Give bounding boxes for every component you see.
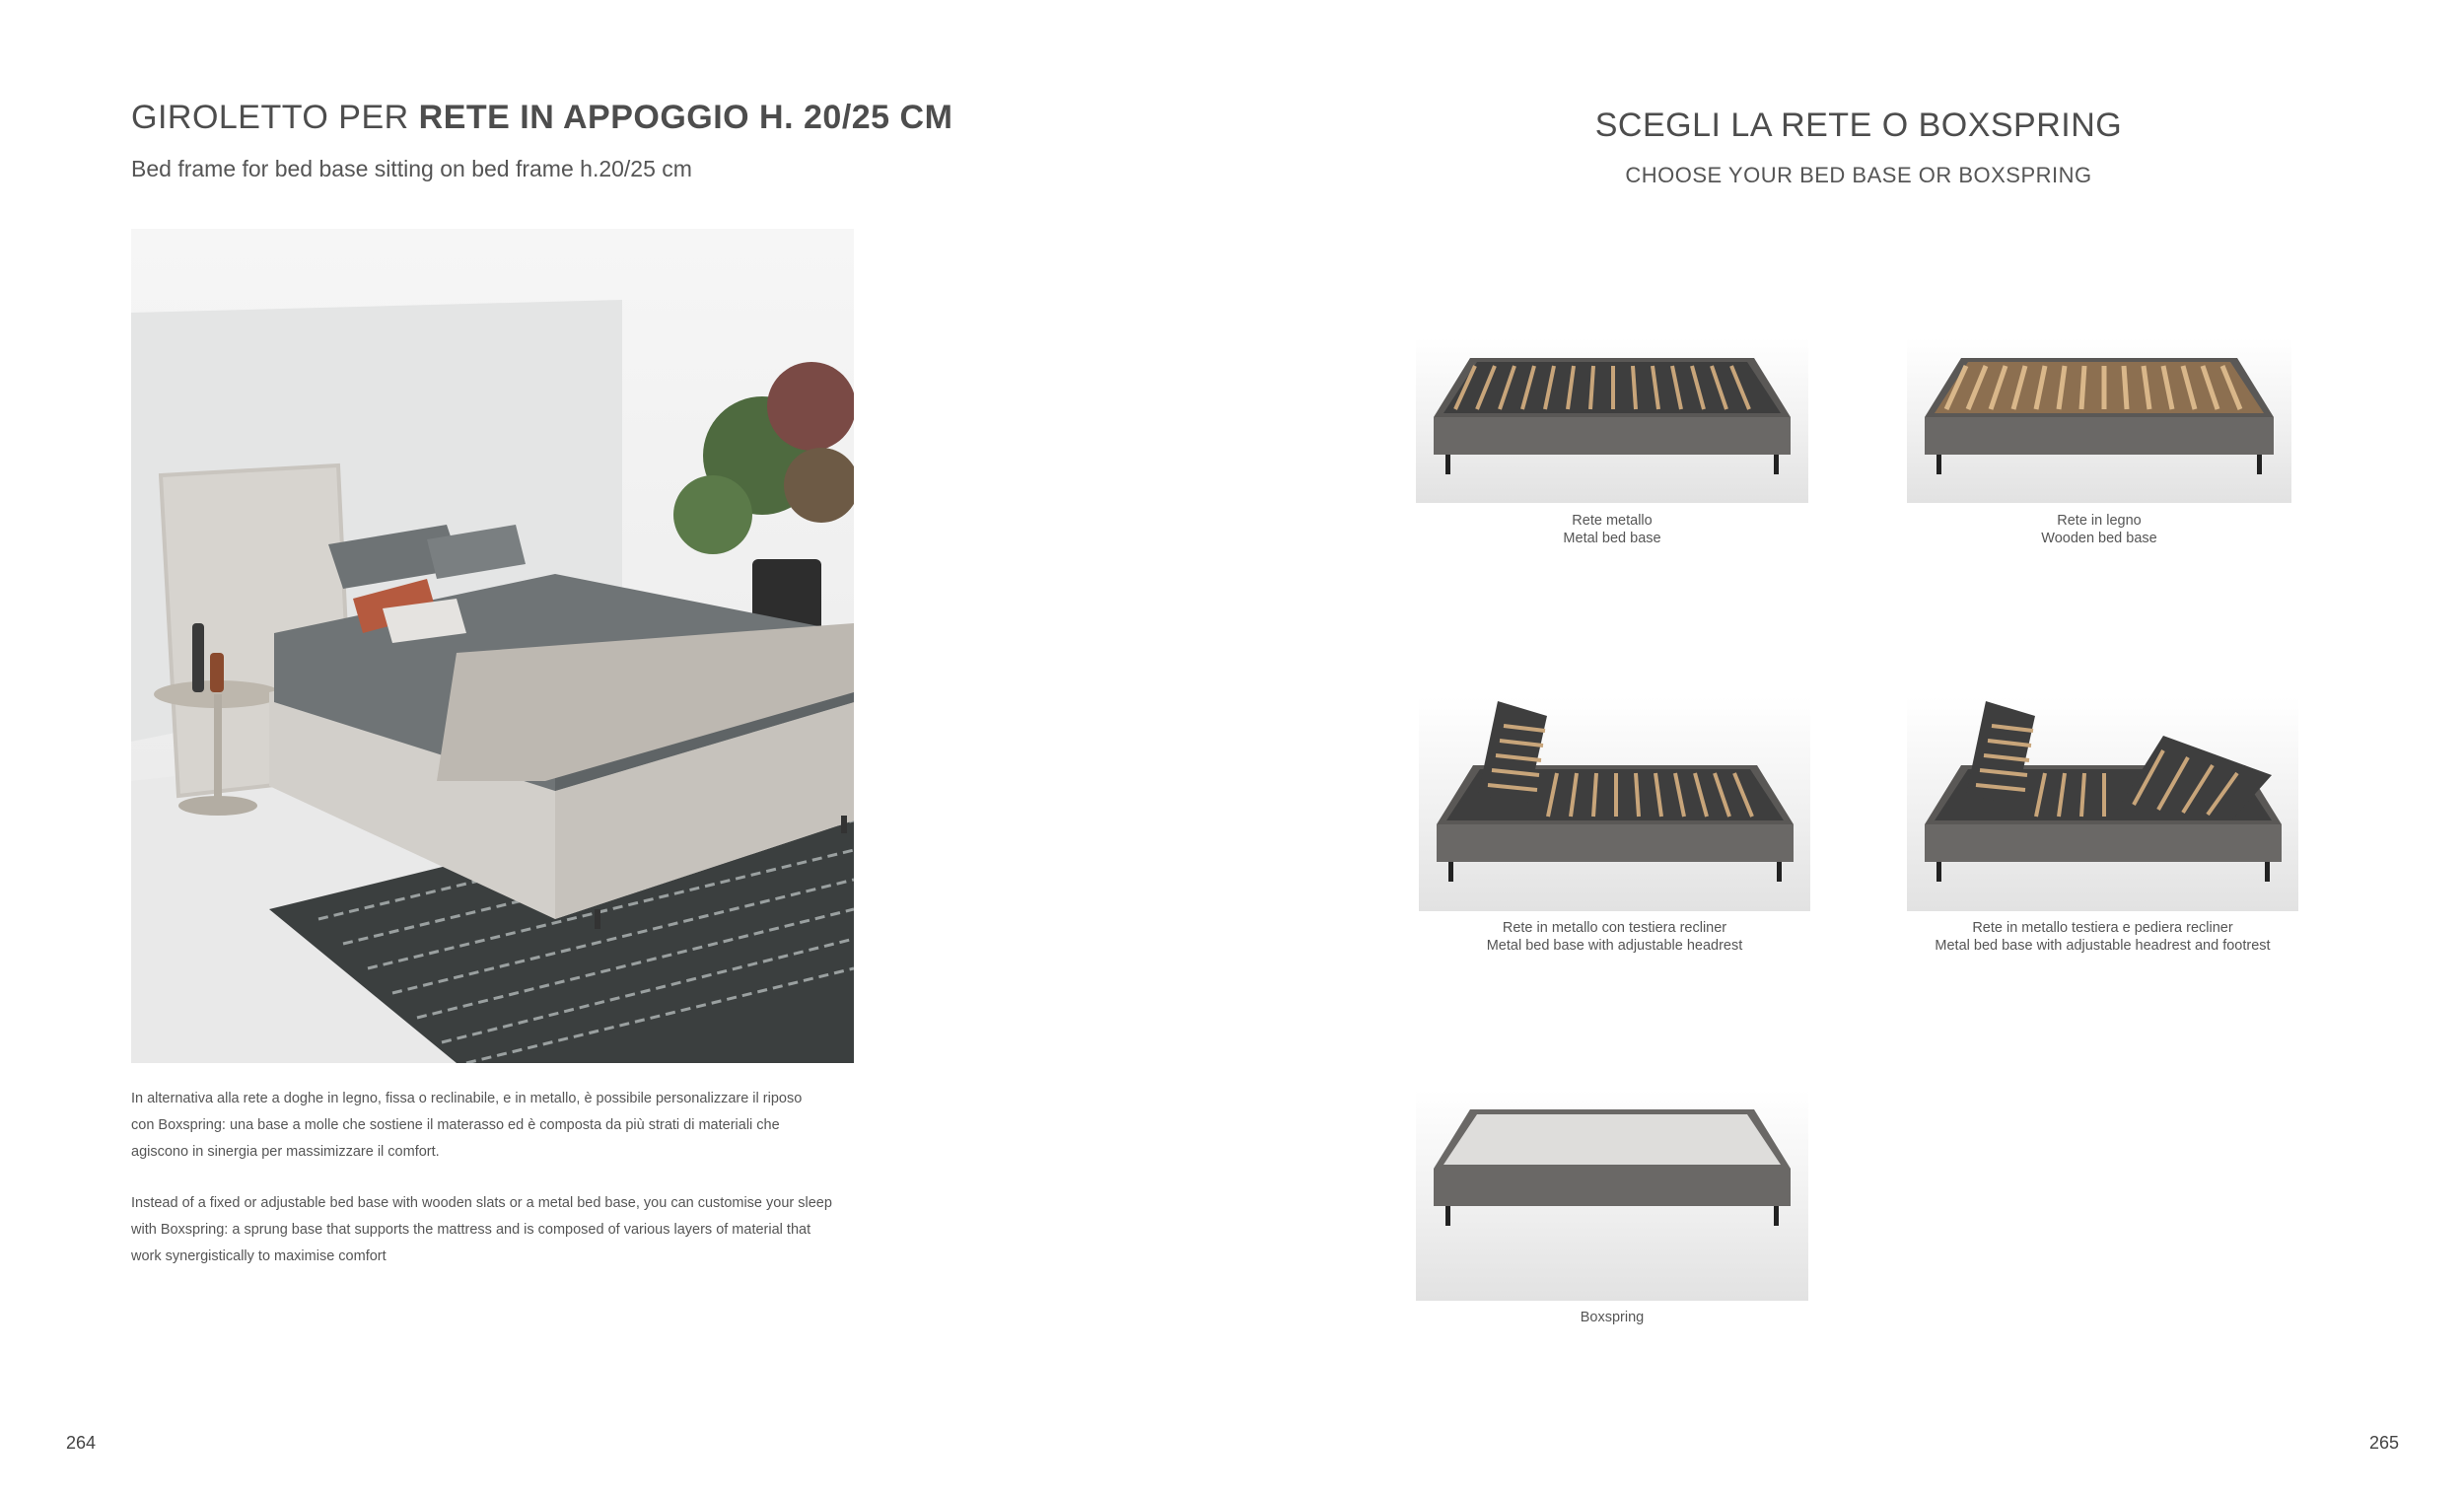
caption-english: Metal bed base: [1563, 531, 1661, 546]
page-title: [131, 99, 952, 137]
product-image-metal-bed-base-adjustable-headrest: [1419, 696, 1810, 911]
description-english-line: Instead of a fixed or adjustable bed base with wooden slats or a metal bed base, you can customise your sleep: [131, 1195, 832, 1211]
product-caption-metal-bed-base-adjustable-headrest: [1419, 919, 1810, 955]
bedroom-illustration: [131, 229, 854, 1063]
product-caption-wooden-bed-base: [1907, 512, 2291, 547]
description-italian: [131, 1086, 861, 1166]
product-image-boxspring: [1416, 1090, 1808, 1301]
product-image-metal-bed-base: [1416, 338, 1808, 503]
caption-italian: Rete in metallo con testiera recliner: [1502, 920, 1727, 936]
description-english: [131, 1190, 861, 1270]
section-subtitle: CHOOSE YOUR BED BASE OR BOXSPRING: [1625, 163, 2092, 187]
description-english-line: work synergistically to maximise comfort: [131, 1248, 387, 1264]
product-caption-boxspring: [1416, 1309, 1808, 1326]
caption-italian: Rete in metallo testiera e pediera recliner: [1972, 920, 2233, 936]
bedroom-photo: [131, 229, 854, 1063]
page-number-right: 265: [2368, 1433, 2399, 1453]
caption-english: Metal bed base with adjustable headrest: [1486, 938, 1743, 954]
title-bold-part: RETE IN APPOGGIO H. 20/25 CM: [418, 99, 953, 136]
product-image-wooden-bed-base: [1907, 338, 2291, 503]
product-caption-metal-bed-base-adjustable-headrest-footrest: [1907, 919, 2298, 955]
product-image-metal-bed-base-adjustable-headrest-footrest: [1907, 696, 2298, 911]
description-italian-line: agiscono in sinergia per massimizzare il comfort.: [131, 1144, 440, 1160]
caption-italian: Rete in legno: [2057, 513, 2142, 529]
title-light-part: GIROLETTO PER: [131, 99, 419, 136]
caption-english: Wooden bed base: [2041, 531, 2157, 546]
caption-italian: Rete metallo: [1572, 513, 1653, 529]
description-italian-line: In alternativa alla rete a doghe in legno, fissa o reclinabile, e in metallo, è possibile personalizzare il riposo: [131, 1091, 803, 1106]
description-italian-line: con Boxspring: una base a molle che sostiene il materasso ed è composta da più strati di materiali che: [131, 1117, 780, 1133]
section-title: SCEGLI LA RETE O BOXSPRING: [1594, 107, 2123, 144]
product-caption-metal-bed-base: [1416, 512, 1808, 547]
page-number-left: 264: [66, 1433, 97, 1453]
caption-italian: Boxspring: [1580, 1310, 1645, 1325]
page-subtitle: Bed frame for bed base sitting on bed frame h.20/25 cm: [131, 156, 692, 181]
caption-english: Metal bed base with adjustable headrest and footrest: [1935, 938, 2271, 954]
description-english-line: with Boxspring: a sprung base that supports the mattress and is composed of various layers of material that: [131, 1222, 811, 1238]
